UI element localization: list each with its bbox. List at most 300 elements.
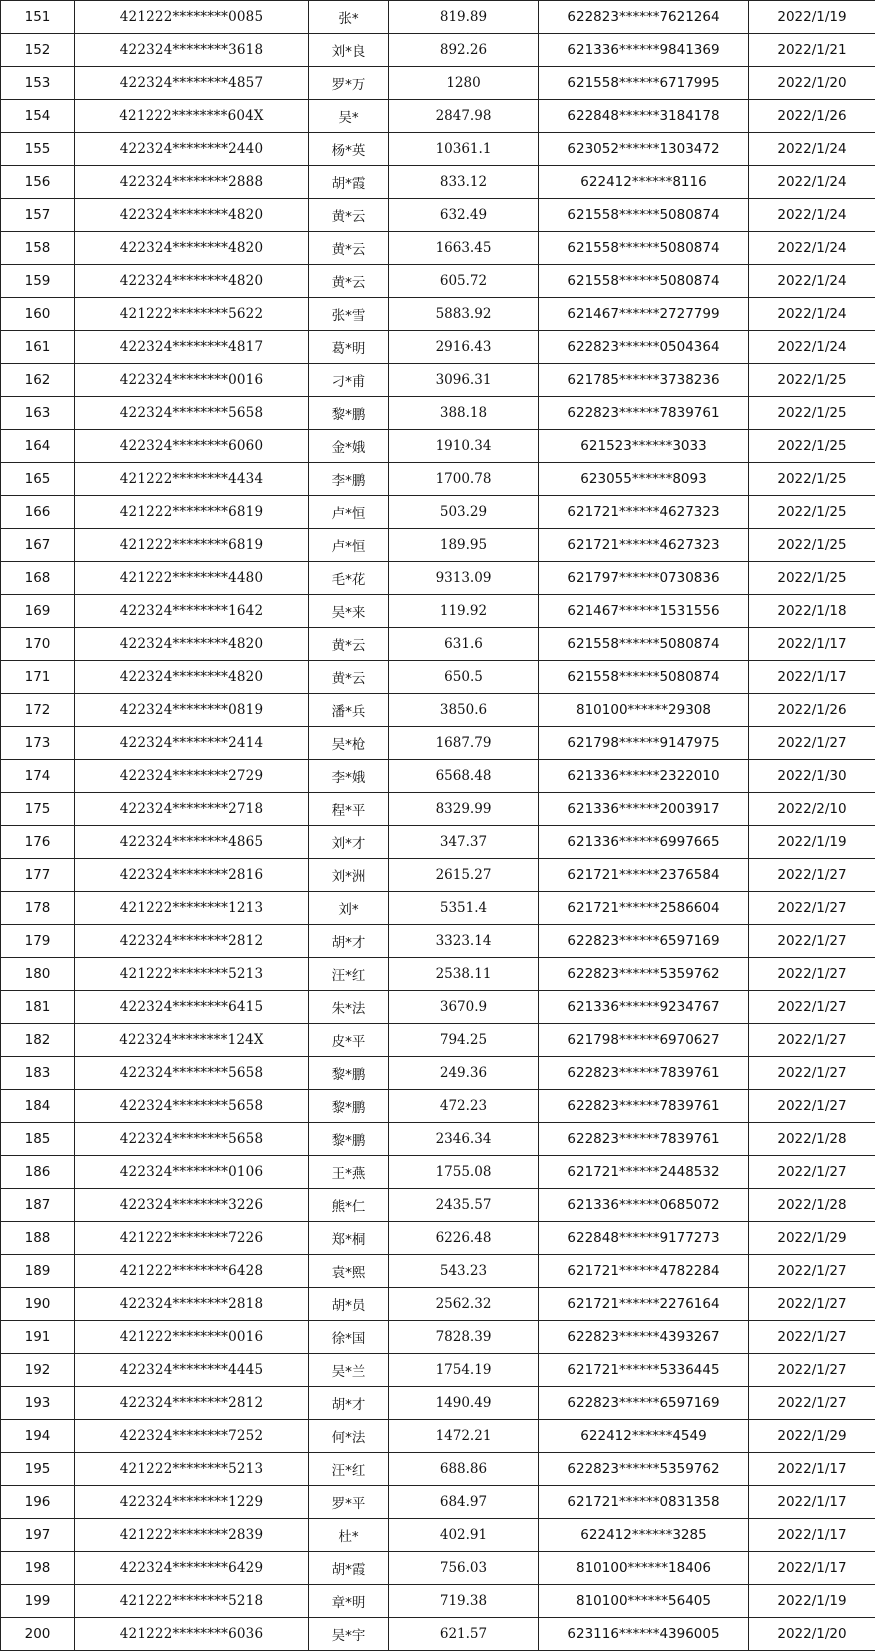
- row-number-cell: 161: [1, 331, 75, 364]
- amount-cell: 119.92: [389, 595, 539, 628]
- date-cell: 2022/1/27: [749, 892, 875, 925]
- account-number-cell: 810100******56405: [539, 1585, 749, 1618]
- row-number-cell: 196: [1, 1486, 75, 1519]
- id-number-cell: 422324********4817: [75, 331, 309, 364]
- account-number-cell: 810100******18406: [539, 1552, 749, 1585]
- amount-cell: 756.03: [389, 1552, 539, 1585]
- row-number-cell: 185: [1, 1123, 75, 1156]
- row-number-cell: 197: [1, 1519, 75, 1552]
- name-cell: 章*明: [309, 1585, 389, 1618]
- name-cell: 黎*鹏: [309, 397, 389, 430]
- date-cell: 2022/1/24: [749, 232, 875, 265]
- name-cell: 汪*红: [309, 958, 389, 991]
- account-number-cell: 622412******4549: [539, 1420, 749, 1453]
- id-number-cell: 421222********6819: [75, 496, 309, 529]
- table-row: [1, 727, 875, 760]
- amount-cell: 249.36: [389, 1057, 539, 1090]
- id-number-cell: 422324********5658: [75, 1090, 309, 1123]
- amount-cell: 6568.48: [389, 760, 539, 793]
- name-cell: 胡*才: [309, 1387, 389, 1420]
- account-number-cell: 623055******8093: [539, 463, 749, 496]
- row-number-cell: 191: [1, 1321, 75, 1354]
- row-number-cell: 186: [1, 1156, 75, 1189]
- amount-cell: 7828.39: [389, 1321, 539, 1354]
- row-number-cell: 153: [1, 67, 75, 100]
- account-number-cell: 621558******5080874: [539, 265, 749, 298]
- name-cell: 熊*仁: [309, 1189, 389, 1222]
- table-row: [1, 1585, 875, 1618]
- account-number-cell: 810100******29308: [539, 694, 749, 727]
- table-row: [1, 364, 875, 397]
- id-number-cell: 421222********1213: [75, 892, 309, 925]
- name-cell: 卢*恒: [309, 496, 389, 529]
- name-cell: 吴*: [309, 100, 389, 133]
- row-number-cell: 152: [1, 34, 75, 67]
- date-cell: 2022/1/20: [749, 1618, 875, 1651]
- date-cell: 2022/1/19: [749, 826, 875, 859]
- name-cell: 潘*兵: [309, 694, 389, 727]
- row-number-cell: 164: [1, 430, 75, 463]
- table-row: [1, 430, 875, 463]
- table-row: [1, 463, 875, 496]
- date-cell: 2022/1/25: [749, 463, 875, 496]
- id-number-cell: 422324********5658: [75, 1123, 309, 1156]
- name-cell: 汪*红: [309, 1453, 389, 1486]
- row-number-cell: 178: [1, 892, 75, 925]
- row-number-cell: 199: [1, 1585, 75, 1618]
- account-number-cell: 621467******2727799: [539, 298, 749, 331]
- date-cell: 2022/1/24: [749, 298, 875, 331]
- account-number-cell: 621721******2586604: [539, 892, 749, 925]
- amount-cell: 5351.4: [389, 892, 539, 925]
- date-cell: 2022/1/24: [749, 199, 875, 232]
- row-number-cell: 194: [1, 1420, 75, 1453]
- name-cell: 张*雪: [309, 298, 389, 331]
- id-number-cell: 422324********6415: [75, 991, 309, 1024]
- account-number-cell: 621336******0685072: [539, 1189, 749, 1222]
- account-number-cell: 621721******4627323: [539, 529, 749, 562]
- name-cell: 皮*平: [309, 1024, 389, 1057]
- id-number-cell: 421222********5622: [75, 298, 309, 331]
- date-cell: 2022/1/27: [749, 859, 875, 892]
- date-cell: 2022/1/25: [749, 430, 875, 463]
- account-number-cell: 622848******3184178: [539, 100, 749, 133]
- id-number-cell: 421222********2839: [75, 1519, 309, 1552]
- account-number-cell: 621336******6997665: [539, 826, 749, 859]
- account-number-cell: 622823******7839761: [539, 397, 749, 430]
- amount-cell: 3670.9: [389, 991, 539, 1024]
- table-row: [1, 925, 875, 958]
- id-number-cell: 422324********2729: [75, 760, 309, 793]
- date-cell: 2022/1/27: [749, 991, 875, 1024]
- table-row: [1, 1288, 875, 1321]
- amount-cell: 1754.19: [389, 1354, 539, 1387]
- date-cell: 2022/1/29: [749, 1420, 875, 1453]
- table-row: [1, 265, 875, 298]
- account-number-cell: 622823******7839761: [539, 1057, 749, 1090]
- amount-cell: 1663.45: [389, 232, 539, 265]
- row-number-cell: 157: [1, 199, 75, 232]
- date-cell: 2022/1/25: [749, 529, 875, 562]
- name-cell: 黄*云: [309, 628, 389, 661]
- name-cell: 胡*才: [309, 925, 389, 958]
- amount-cell: 2562.32: [389, 1288, 539, 1321]
- table-row: [1, 1519, 875, 1552]
- date-cell: 2022/1/19: [749, 1, 875, 34]
- id-number-cell: 421222********5213: [75, 1453, 309, 1486]
- date-cell: 2022/1/28: [749, 1189, 875, 1222]
- row-number-cell: 195: [1, 1453, 75, 1486]
- account-number-cell: 623052******1303472: [539, 133, 749, 166]
- account-number-cell: 622823******7621264: [539, 1, 749, 34]
- date-cell: 2022/1/27: [749, 1387, 875, 1420]
- row-number-cell: 151: [1, 1, 75, 34]
- date-cell: 2022/1/24: [749, 331, 875, 364]
- table-row: [1, 397, 875, 430]
- id-number-cell: 421222********6428: [75, 1255, 309, 1288]
- table-row: [1, 892, 875, 925]
- table-row: [1, 1156, 875, 1189]
- row-number-cell: 198: [1, 1552, 75, 1585]
- name-cell: 胡*员: [309, 1288, 389, 1321]
- amount-cell: 472.23: [389, 1090, 539, 1123]
- amount-cell: 9313.09: [389, 562, 539, 595]
- table-row: [1, 793, 875, 826]
- table-row: [1, 100, 875, 133]
- name-cell: 郑*桐: [309, 1222, 389, 1255]
- account-number-cell: 622848******9177273: [539, 1222, 749, 1255]
- amount-cell: 819.89: [389, 1, 539, 34]
- table-row: [1, 595, 875, 628]
- account-number-cell: 622823******6597169: [539, 925, 749, 958]
- id-number-cell: 421222********4434: [75, 463, 309, 496]
- id-number-cell: 421222********0085: [75, 1, 309, 34]
- row-number-cell: 183: [1, 1057, 75, 1090]
- table-row: [1, 1, 875, 34]
- date-cell: 2022/1/17: [749, 1552, 875, 1585]
- table-row: [1, 133, 875, 166]
- row-number-cell: 188: [1, 1222, 75, 1255]
- name-cell: 何*法: [309, 1420, 389, 1453]
- id-number-cell: 422324********2816: [75, 859, 309, 892]
- name-cell: 黎*鹏: [309, 1123, 389, 1156]
- amount-cell: 1700.78: [389, 463, 539, 496]
- account-number-cell: 621721******4782284: [539, 1255, 749, 1288]
- account-number-cell: 621467******1531556: [539, 595, 749, 628]
- table-row: [1, 67, 875, 100]
- table-row: [1, 199, 875, 232]
- amount-cell: 388.18: [389, 397, 539, 430]
- row-number-cell: 189: [1, 1255, 75, 1288]
- row-number-cell: 165: [1, 463, 75, 496]
- records-table-body: [1, 1, 875, 1651]
- row-number-cell: 175: [1, 793, 75, 826]
- date-cell: 2022/1/21: [749, 34, 875, 67]
- amount-cell: 631.6: [389, 628, 539, 661]
- row-number-cell: 176: [1, 826, 75, 859]
- name-cell: 王*燕: [309, 1156, 389, 1189]
- row-number-cell: 184: [1, 1090, 75, 1123]
- table-row: [1, 529, 875, 562]
- row-number-cell: 173: [1, 727, 75, 760]
- row-number-cell: 156: [1, 166, 75, 199]
- table-row: [1, 1024, 875, 1057]
- date-cell: 2022/1/27: [749, 1255, 875, 1288]
- account-number-cell: 621721******4627323: [539, 496, 749, 529]
- date-cell: 2022/1/25: [749, 562, 875, 595]
- row-number-cell: 172: [1, 694, 75, 727]
- table-row: [1, 760, 875, 793]
- date-cell: 2022/1/17: [749, 628, 875, 661]
- date-cell: 2022/1/27: [749, 1156, 875, 1189]
- table-row: [1, 496, 875, 529]
- table-row: [1, 1387, 875, 1420]
- row-number-cell: 171: [1, 661, 75, 694]
- amount-cell: 833.12: [389, 166, 539, 199]
- name-cell: 吴*宇: [309, 1618, 389, 1651]
- name-cell: 杜*: [309, 1519, 389, 1552]
- account-number-cell: 621558******5080874: [539, 232, 749, 265]
- amount-cell: 402.91: [389, 1519, 539, 1552]
- id-number-cell: 422324********6429: [75, 1552, 309, 1585]
- id-number-cell: 422324********4820: [75, 628, 309, 661]
- row-number-cell: 190: [1, 1288, 75, 1321]
- id-number-cell: 422324********4820: [75, 199, 309, 232]
- date-cell: 2022/1/17: [749, 661, 875, 694]
- amount-cell: 10361.1: [389, 133, 539, 166]
- account-number-cell: 622412******3285: [539, 1519, 749, 1552]
- amount-cell: 189.95: [389, 529, 539, 562]
- table-row: [1, 331, 875, 364]
- row-number-cell: 181: [1, 991, 75, 1024]
- date-cell: 2022/1/27: [749, 1321, 875, 1354]
- id-number-cell: 421222********6819: [75, 529, 309, 562]
- name-cell: 黎*鹏: [309, 1057, 389, 1090]
- table-row: [1, 1552, 875, 1585]
- name-cell: 吴*来: [309, 595, 389, 628]
- account-number-cell: 621721******2276164: [539, 1288, 749, 1321]
- id-number-cell: 421222********5213: [75, 958, 309, 991]
- account-number-cell: 622823******5359762: [539, 1453, 749, 1486]
- name-cell: 金*娥: [309, 430, 389, 463]
- amount-cell: 1472.21: [389, 1420, 539, 1453]
- date-cell: 2022/1/25: [749, 496, 875, 529]
- account-number-cell: 621798******9147975: [539, 727, 749, 760]
- date-cell: 2022/1/27: [749, 1354, 875, 1387]
- id-number-cell: 422324********1642: [75, 595, 309, 628]
- name-cell: 黄*云: [309, 265, 389, 298]
- amount-cell: 2615.27: [389, 859, 539, 892]
- table-row: [1, 232, 875, 265]
- id-number-cell: 422324********2888: [75, 166, 309, 199]
- table-row: [1, 1123, 875, 1156]
- account-number-cell: 621721******5336445: [539, 1354, 749, 1387]
- amount-cell: 621.57: [389, 1618, 539, 1651]
- amount-cell: 2346.34: [389, 1123, 539, 1156]
- id-number-cell: 422324********3618: [75, 34, 309, 67]
- date-cell: 2022/1/26: [749, 100, 875, 133]
- amount-cell: 3096.31: [389, 364, 539, 397]
- row-number-cell: 160: [1, 298, 75, 331]
- id-number-cell: 422324********6060: [75, 430, 309, 463]
- id-number-cell: 422324********2440: [75, 133, 309, 166]
- account-number-cell: 622412******8116: [539, 166, 749, 199]
- date-cell: 2022/1/27: [749, 727, 875, 760]
- amount-cell: 5883.92: [389, 298, 539, 331]
- name-cell: 胡*霞: [309, 166, 389, 199]
- amount-cell: 347.37: [389, 826, 539, 859]
- id-number-cell: 422324********4820: [75, 661, 309, 694]
- name-cell: 胡*霞: [309, 1552, 389, 1585]
- date-cell: 2022/1/24: [749, 265, 875, 298]
- id-number-cell: 421222********4480: [75, 562, 309, 595]
- amount-cell: 3850.6: [389, 694, 539, 727]
- amount-cell: 632.49: [389, 199, 539, 232]
- id-number-cell: 421222********0016: [75, 1321, 309, 1354]
- name-cell: 吴*枪: [309, 727, 389, 760]
- amount-cell: 1490.49: [389, 1387, 539, 1420]
- date-cell: 2022/2/10: [749, 793, 875, 826]
- table-row: [1, 1189, 875, 1222]
- row-number-cell: 158: [1, 232, 75, 265]
- row-number-cell: 155: [1, 133, 75, 166]
- name-cell: 徐*国: [309, 1321, 389, 1354]
- row-number-cell: 166: [1, 496, 75, 529]
- id-number-cell: 421222********7226: [75, 1222, 309, 1255]
- row-number-cell: 154: [1, 100, 75, 133]
- row-number-cell: 182: [1, 1024, 75, 1057]
- account-number-cell: 622823******7839761: [539, 1123, 749, 1156]
- id-number-cell: 422324********2812: [75, 1387, 309, 1420]
- name-cell: 李*娥: [309, 760, 389, 793]
- id-number-cell: 421222********5218: [75, 1585, 309, 1618]
- name-cell: 刘*洲: [309, 859, 389, 892]
- table-row: [1, 661, 875, 694]
- name-cell: 李*鹏: [309, 463, 389, 496]
- id-number-cell: 422324********1229: [75, 1486, 309, 1519]
- table-row: [1, 826, 875, 859]
- date-cell: 2022/1/24: [749, 133, 875, 166]
- table-row: [1, 1222, 875, 1255]
- id-number-cell: 422324********0106: [75, 1156, 309, 1189]
- date-cell: 2022/1/25: [749, 364, 875, 397]
- table-row: [1, 562, 875, 595]
- account-number-cell: 621558******5080874: [539, 199, 749, 232]
- table-row: [1, 958, 875, 991]
- account-number-cell: 622823******6597169: [539, 1387, 749, 1420]
- amount-cell: 892.26: [389, 34, 539, 67]
- name-cell: 吴*兰: [309, 1354, 389, 1387]
- account-number-cell: 621336******9841369: [539, 34, 749, 67]
- table-row: [1, 1255, 875, 1288]
- account-number-cell: 621721******2448532: [539, 1156, 749, 1189]
- name-cell: 杨*英: [309, 133, 389, 166]
- name-cell: 黄*云: [309, 232, 389, 265]
- row-number-cell: 177: [1, 859, 75, 892]
- id-number-cell: 422324********4857: [75, 67, 309, 100]
- amount-cell: 503.29: [389, 496, 539, 529]
- id-number-cell: 422324********2414: [75, 727, 309, 760]
- amount-cell: 3323.14: [389, 925, 539, 958]
- amount-cell: 605.72: [389, 265, 539, 298]
- id-number-cell: 422324********4865: [75, 826, 309, 859]
- amount-cell: 1910.34: [389, 430, 539, 463]
- row-number-cell: 168: [1, 562, 75, 595]
- row-number-cell: 193: [1, 1387, 75, 1420]
- amount-cell: 1280: [389, 67, 539, 100]
- table-row: [1, 1090, 875, 1123]
- amount-cell: 794.25: [389, 1024, 539, 1057]
- account-number-cell: 621797******0730836: [539, 562, 749, 595]
- date-cell: 2022/1/20: [749, 67, 875, 100]
- table-row: [1, 991, 875, 1024]
- id-number-cell: 422324********4820: [75, 232, 309, 265]
- id-number-cell: 422324********0016: [75, 364, 309, 397]
- id-number-cell: 422324********5658: [75, 397, 309, 430]
- account-number-cell: 621721******2376584: [539, 859, 749, 892]
- table-row: [1, 859, 875, 892]
- amount-cell: 719.38: [389, 1585, 539, 1618]
- row-number-cell: 170: [1, 628, 75, 661]
- name-cell: 罗*万: [309, 67, 389, 100]
- name-cell: 卢*恒: [309, 529, 389, 562]
- account-number-cell: 622823******5359762: [539, 958, 749, 991]
- account-number-cell: 622823******4393267: [539, 1321, 749, 1354]
- row-number-cell: 187: [1, 1189, 75, 1222]
- amount-cell: 543.23: [389, 1255, 539, 1288]
- name-cell: 黎*鹏: [309, 1090, 389, 1123]
- date-cell: 2022/1/27: [749, 1024, 875, 1057]
- name-cell: 黄*云: [309, 661, 389, 694]
- amount-cell: 2538.11: [389, 958, 539, 991]
- date-cell: 2022/1/17: [749, 1486, 875, 1519]
- account-number-cell: 621336******9234767: [539, 991, 749, 1024]
- table-row: [1, 1321, 875, 1354]
- date-cell: 2022/1/17: [749, 1453, 875, 1486]
- row-number-cell: 159: [1, 265, 75, 298]
- table-row: [1, 298, 875, 331]
- id-number-cell: 421222********604X: [75, 100, 309, 133]
- account-number-cell: 621523******3033: [539, 430, 749, 463]
- amount-cell: 650.5: [389, 661, 539, 694]
- amount-cell: 6226.48: [389, 1222, 539, 1255]
- table-row: [1, 34, 875, 67]
- name-cell: 毛*花: [309, 562, 389, 595]
- name-cell: 张*: [309, 1, 389, 34]
- date-cell: 2022/1/26: [749, 694, 875, 727]
- account-number-cell: 621798******6970627: [539, 1024, 749, 1057]
- date-cell: 2022/1/18: [749, 595, 875, 628]
- date-cell: 2022/1/25: [749, 397, 875, 430]
- id-number-cell: 422324********4820: [75, 265, 309, 298]
- date-cell: 2022/1/28: [749, 1123, 875, 1156]
- row-number-cell: 200: [1, 1618, 75, 1651]
- row-number-cell: 163: [1, 397, 75, 430]
- table-row: [1, 628, 875, 661]
- account-number-cell: 621558******6717995: [539, 67, 749, 100]
- row-number-cell: 179: [1, 925, 75, 958]
- account-number-cell: 621785******3738236: [539, 364, 749, 397]
- amount-cell: 2847.98: [389, 100, 539, 133]
- name-cell: 葛*明: [309, 331, 389, 364]
- row-number-cell: 167: [1, 529, 75, 562]
- id-number-cell: 422324********7252: [75, 1420, 309, 1453]
- name-cell: 罗*平: [309, 1486, 389, 1519]
- date-cell: 2022/1/29: [749, 1222, 875, 1255]
- account-number-cell: 621721******0831358: [539, 1486, 749, 1519]
- row-number-cell: 169: [1, 595, 75, 628]
- account-number-cell: 621558******5080874: [539, 628, 749, 661]
